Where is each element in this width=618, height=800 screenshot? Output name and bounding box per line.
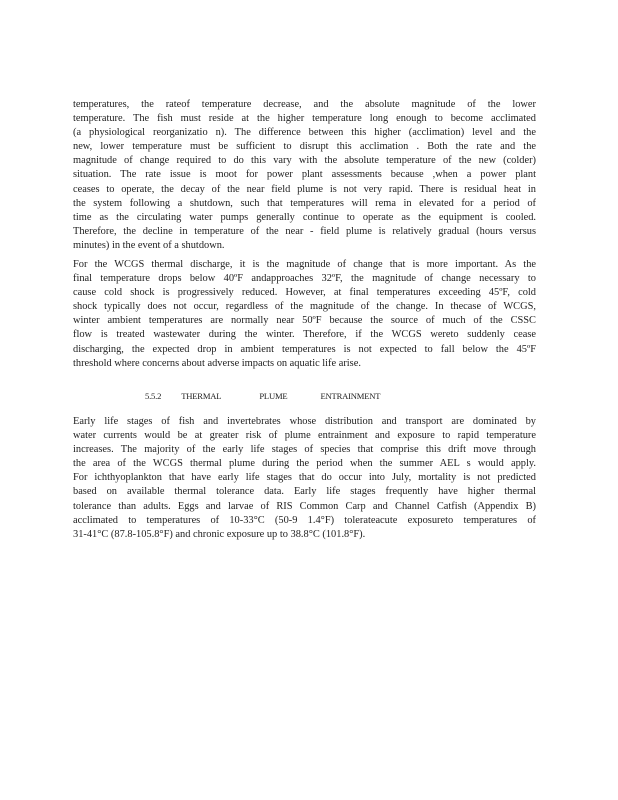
- text-line: winter ambient temperatures are normally near 50ºF because the source of much of the CSSC: [73, 315, 536, 327]
- paragraph-cold-shock-acclimation: [73, 98, 536, 253]
- section-title-word: ENTRAINMENT: [320, 391, 381, 401]
- text-line: 31-41°C (87.8-105.8°F) and chronic exposure up to 38.8°C (101.8°F).: [73, 528, 366, 540]
- section-title-word: THERMAL: [181, 391, 222, 401]
- text-line: temperatures, the rateof temperature decrease, and the absolute magnitude of the lower: [73, 99, 536, 110]
- text-line: time as the circulating water pumps generally continue to operate as the equipment is cooled.: [73, 211, 536, 223]
- text-line: discharging, the expected drop in ambient temperatures is not expected to fall below the 45ºF: [73, 343, 536, 355]
- text-line: Early life stages of fish and invertebrates whose distribution and transport are dominated by: [73, 416, 536, 427]
- text-line: cause cold shock is progressively reduced. However, at final temperatures exceeding 45ºF, cold: [73, 287, 536, 299]
- text-line: Therefore, the decline in temperature of the near - field plume is relatively gradual (hours versus: [73, 225, 536, 237]
- text-line: new, lower temperature must be sufficient to disrupt this acclimation . Both the rate and the: [73, 141, 536, 153]
- text-line: For ichthyoplankton that have early life stages that do occur into July, mortality is not predicted: [73, 472, 536, 484]
- text-line: threshold where concerns about adverse impacts on aquatic life arise.: [73, 357, 361, 369]
- text-line: increases. The majority of the early life stages of species that comprise this drift move through: [73, 444, 536, 456]
- text-line: shock typically does not occur, regardless of the magnitude of the change. In thecase of WCGS,: [73, 301, 536, 313]
- paragraph-plume-entrainment: [73, 415, 536, 542]
- text-line: magnitude of change required to do this vary with the absolute temperature of the new (colder): [73, 155, 536, 167]
- text-line: water currents would be at greater risk of plume entrainment and exposure to rapid temperature: [73, 430, 536, 442]
- text-line: temperature. The fish must reside at the higher temperature long enough to become acclimated: [73, 113, 536, 125]
- section-title-word: PLUME: [259, 391, 288, 401]
- section-number: 5.5.2: [145, 391, 162, 401]
- text-line: flow is treated wastewater during the winter. Therefore, if the WCGS wereto suddenly cease: [73, 329, 536, 341]
- text-line: acclimated to temperatures of 10-33°C (50-9 1.4°F) tolerateacute exposureto temperatures of: [73, 514, 536, 526]
- text-line: final temperature drops below 40ºF andapproaches 32ºF, the magnitude of change necessary to: [73, 273, 536, 285]
- text-line: For the WCGS thermal discharge, it is the magnitude of change that is more important. As the: [73, 259, 536, 270]
- text-line: the area of the WCGS thermal plume during the period when the summer AEL s would apply.: [73, 458, 536, 470]
- text-line: minutes) in the event of a shutdown.: [73, 239, 225, 251]
- text-line: based on available thermal tolerance data. Early life stages frequently have higher thermal: [73, 486, 536, 498]
- text-line: the system following a shutdown, such that temperatures will rema in elevated for a period of: [73, 197, 536, 209]
- paragraph-wcgs-thermal-discharge: [73, 258, 536, 371]
- section-heading: [145, 391, 380, 401]
- text-line: ceases to operate, the decay of the near field plume is not very rapid. There is residual heat in: [73, 183, 536, 195]
- text-line: (a physiological reorganizatio n). The difference between this higher (acclimation) level and the: [73, 127, 536, 139]
- text-line: situation. The rate issue is moot for power plant assessments because ,when a power plant: [73, 169, 536, 181]
- text-line: tolerance than adults. Eggs and larvae of RIS Common Carp and Channel Catfish (Appendix B): [73, 500, 536, 512]
